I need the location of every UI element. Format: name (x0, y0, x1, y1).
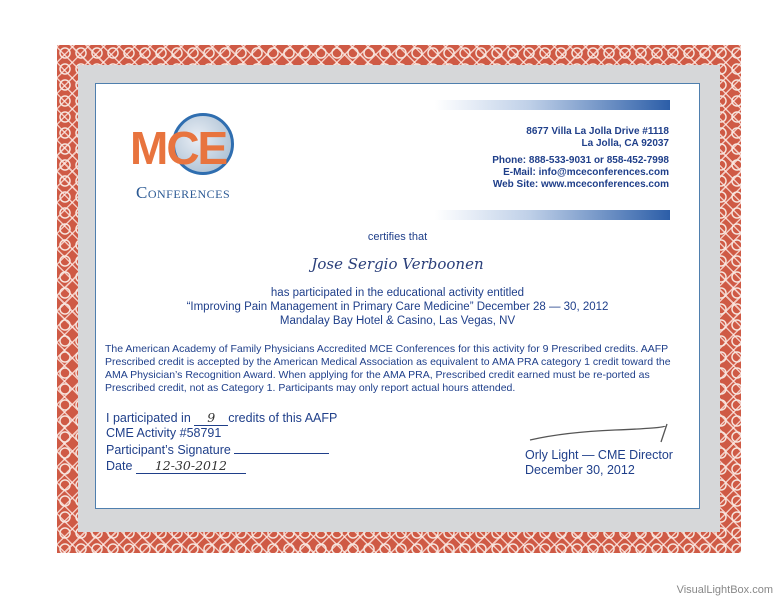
logo-subtitle: Conferences (136, 183, 231, 202)
credits-label: credits of this AAFP (228, 411, 338, 425)
director-date: December 30, 2012 (525, 463, 635, 477)
date-value: 12-30-2012 (136, 458, 246, 474)
certifies-text: certifies that (367, 231, 428, 243)
watermark: VisualLightBox.com (676, 584, 773, 596)
participated-label: I participated in (106, 411, 191, 425)
accreditation-statement: The American Academy of Family Physicians Accredited MCE Conferences for this activity for 9 Prescribed credits. AAFP Prescribed credit is accepted by the American Medical Association as equivalent to AMA PRA category 1 credit toward the AMA Physician’s Recognition Award. When applying for the AMA PRA, Prescribed credit earned must be re-ported as Prescribed credit, not as Category 1. Participants may only report actual hours attended. (105, 343, 671, 394)
website: Web Site: www.mceconferences.com (492, 179, 669, 190)
email: E-Mail: info@mceconferences.com (503, 167, 669, 178)
date-label: Date (106, 459, 133, 473)
header-bar-bottom (435, 210, 670, 220)
director-name: Orly Light — CME Director (525, 448, 673, 462)
activity-title: “Improving Pain Management in Primary Care Medicine” December 28 — 30, 2012 (186, 301, 609, 313)
address-line-2: La Jolla, CA 92037 (581, 138, 669, 149)
credits-value: 9 (194, 410, 228, 426)
venue: Mandalay Bay Hotel & Casino, Las Vegas, NV (279, 315, 516, 327)
recipient-name: Jose Sergio Verboonen (311, 255, 484, 273)
address-line-1: 8677 Villa La Jolla Drive #1118 (526, 126, 669, 137)
contact-block (492, 126, 669, 191)
logo-brand: MCE (130, 122, 227, 174)
header-bar-top (435, 100, 670, 110)
phone: Phone: 888-533-9031 or 858-452-7998 (492, 155, 669, 166)
signature-label: Participant’s Signature (106, 443, 231, 457)
participant-signature (234, 441, 329, 454)
mce-logo (130, 113, 260, 203)
director-signature (525, 418, 675, 446)
director-block (525, 448, 673, 478)
participated-text: has participated in the educational activity entitled (270, 287, 525, 299)
participant-block (106, 410, 337, 474)
activity-number: CME Activity #58791 (106, 426, 222, 440)
